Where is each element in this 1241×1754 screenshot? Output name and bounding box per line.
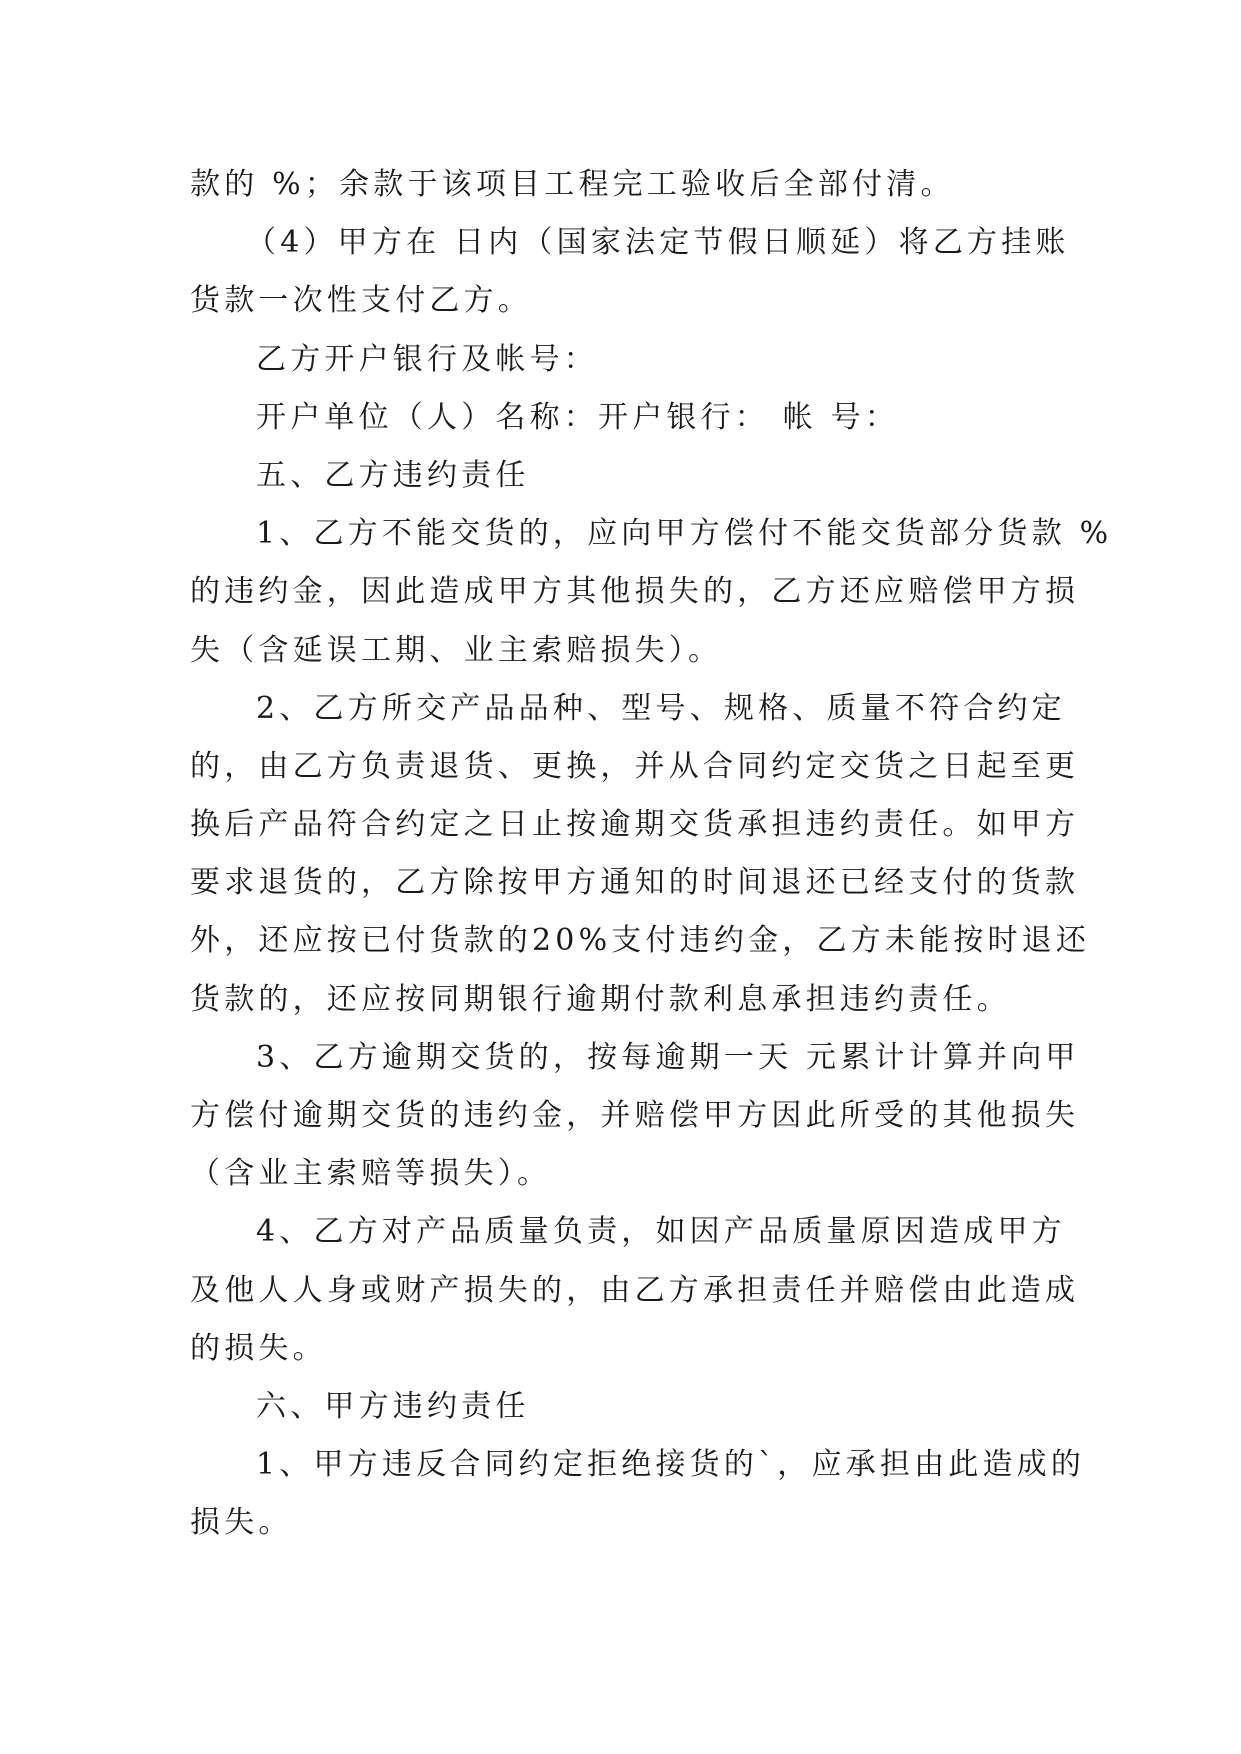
text-line: 外，还应按已付货款的20%支付违约金，乙方未能按时退还	[190, 923, 1091, 959]
text-line: 换后产品符合约定之日止按逾期交货承担违约责任。如甲方	[190, 807, 1080, 843]
document-body	[190, 156, 1113, 1553]
text-line: 的违约金，因此造成甲方其他损失的，乙方还应赔偿甲方损	[190, 574, 1080, 610]
text-line: 方偿付逾期交货的违约金，并赔偿甲方因此所受的其他损失	[190, 1098, 1080, 1133]
text-line: 货款的，还应按同期银行逾期付款利息承担违约责任。	[190, 981, 1011, 1017]
text-line: 失（含延误工期、业主索赔损失）。	[190, 632, 723, 668]
section-heading: 六、甲方违约责任	[256, 1388, 530, 1424]
text-line: 3、乙方逾期交货的，按每逾期一天 元累计计算并向甲	[256, 1039, 1080, 1075]
text-line: 1、乙方不能交货的，应向甲方偿付不能交货部分货款 %	[256, 516, 1113, 552]
text-line: 2、乙方所交产品品种、型号、规格、质量不符合约定	[256, 690, 1066, 726]
text-line: 货款一次性支付乙方。	[190, 283, 532, 319]
text-line: （含业主索赔等损失）。	[190, 1156, 552, 1192]
text-line: 的，由乙方负责退货、更换，并从合同约定交货之日起至更	[190, 748, 1080, 784]
text-line: （4）甲方在 日内（国家法定节假日顺延）将乙方挂账	[246, 225, 1070, 261]
text-line: 开户单位（人）名称：开户银行： 帐 号：	[256, 399, 900, 435]
text-line: 损失。	[190, 1505, 293, 1541]
text-line: 4、乙方对产品质量负责，如因产品质量原因造成甲方	[256, 1214, 1066, 1250]
text-line: 1、甲方违反合同约定拒绝接货的`，应承担由此造成的	[256, 1447, 1086, 1483]
text-line: 要求退货的，乙方除按甲方通知的时间退还已经支付的货款	[190, 865, 1080, 901]
section-heading: 五、乙方违约责任	[256, 457, 530, 493]
text-line: 的损失。	[190, 1330, 327, 1366]
text-line: 款的 %；余款于该项目工程完工验收后全部付清。	[190, 167, 955, 202]
text-line: 及他人人身或财产损失的，由乙方承担责任并赔偿由此造成	[190, 1272, 1080, 1308]
text-line: 乙方开户银行及帐号：	[256, 341, 598, 377]
